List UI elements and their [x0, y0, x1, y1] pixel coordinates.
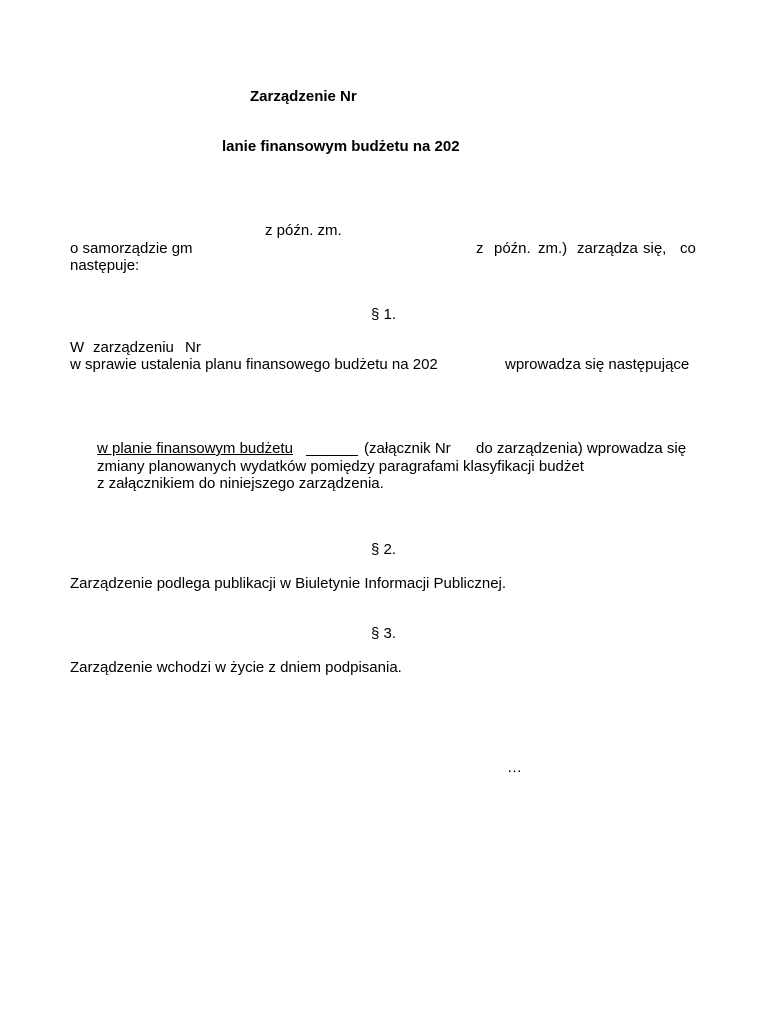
section-1-item-line-2: zmiany planowanych wydatków pomiędzy paragrafami klasyfikacji budżet: [97, 458, 584, 475]
section-1-word-w: W: [70, 339, 85, 356]
section-1-word-nr: Nr: [185, 339, 201, 356]
section-1-heading: § 1.: [371, 306, 397, 323]
section-2-text: Zarządzenie podlega publikacji w Biuletynie Informacji Publicznej.: [70, 575, 507, 592]
preamble-word-pozn: późn.: [494, 240, 531, 257]
preamble-word-zarzadza: zarządza: [577, 240, 638, 257]
preamble-line-1: z późn. zm.: [265, 222, 342, 239]
section-1-item-tail: do zarządzenia) wprowadza się: [476, 440, 687, 457]
document-subject: lanie finansowym budżetu na 202: [222, 138, 460, 155]
section-1-item-attachment: (załącznik Nr: [364, 440, 451, 457]
section-1-item-line-3: z załącznikiem do niniejszego zarządzenia.: [97, 475, 384, 492]
section-3-heading: § 3.: [371, 625, 397, 642]
section-1-item-underlined: w planie finansowym budżetu: [97, 440, 293, 457]
preamble-word-z: z: [476, 240, 484, 257]
signature-ellipsis: …: [507, 759, 522, 776]
preamble-word-zm: zm.): [538, 240, 568, 257]
section-1-line-2-right: wprowadza się następujące: [505, 356, 690, 373]
document-title: Zarządzenie Nr: [250, 88, 357, 105]
section-3-text: Zarządzenie wchodzi w życie z dniem podpisania.: [70, 659, 402, 676]
preamble-word-sie: się,: [643, 240, 667, 257]
section-1-word-zarzadzeniu: zarządzeniu: [93, 339, 174, 356]
section-2-heading: § 2.: [371, 541, 397, 558]
section-1-blank-line: [306, 455, 358, 456]
preamble-line-2-left: o samorządzie gm: [70, 240, 193, 257]
preamble-word-co: co: [680, 240, 696, 257]
preamble-line-3: następuje:: [70, 257, 140, 274]
section-1-line-2-left: w sprawie ustalenia planu finansowego budżetu na 202: [70, 356, 438, 373]
